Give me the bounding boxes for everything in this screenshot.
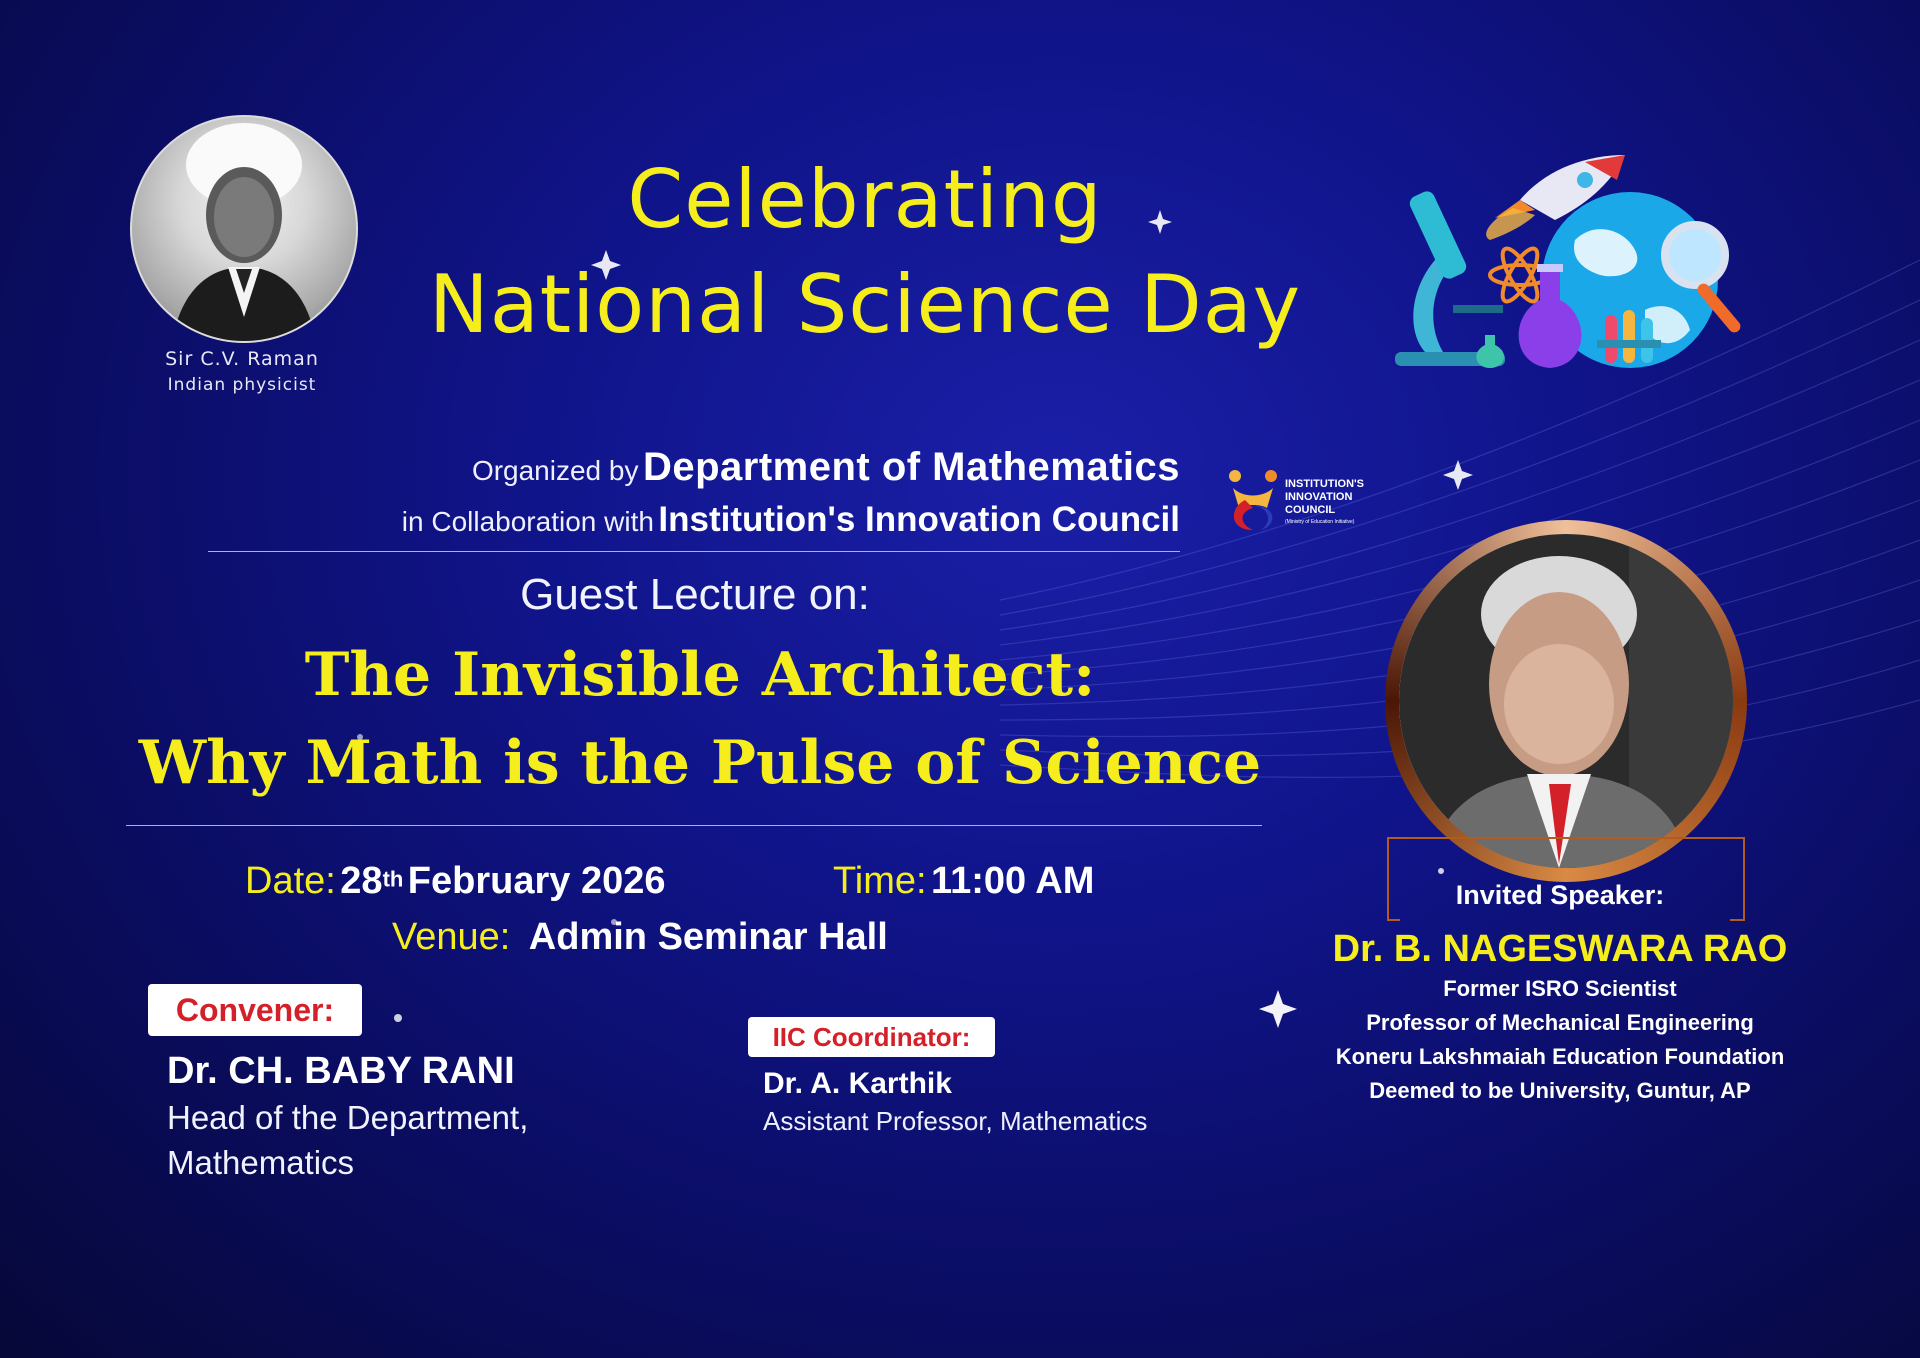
divider-top: [208, 551, 1180, 552]
time-label: Time:: [833, 860, 927, 902]
speaker-portrait: [1385, 520, 1747, 882]
convener-name: Dr. CH. BABY RANI: [167, 1050, 515, 1092]
date-suffix: th: [382, 866, 404, 892]
title-line-1: Celebrating: [627, 153, 1103, 246]
venue-label: Venue:: [392, 916, 511, 958]
iic-emblem-icon: [1225, 468, 1281, 534]
convener-role-line-1: Head of the Department,: [167, 1099, 529, 1136]
title-line-2: National Science Day: [428, 258, 1302, 351]
coordinator-badge: IIC Coordinator:: [748, 1017, 995, 1057]
date-day: 28: [340, 860, 383, 902]
portrait-name: Sir C.V. Raman: [165, 348, 319, 370]
speaker-photo-icon: [1399, 534, 1733, 868]
speaker-name: Dr. B. NAGESWARA RAO: [1332, 928, 1788, 970]
organizer-department: Department of Mathematics: [642, 445, 1180, 489]
divider-bottom: [126, 825, 1262, 826]
speaker-label: Invited Speaker:: [1455, 880, 1665, 910]
time-value: 11:00 AM: [931, 860, 1095, 902]
convener-badge: Convener:: [148, 984, 362, 1036]
date-month-year: February 2026: [407, 860, 666, 902]
raman-portrait: [130, 115, 358, 343]
science-illustration: [1385, 140, 1765, 380]
lecture-topic-line-1: The Invisible Architect:: [304, 640, 1096, 710]
iic-logo-line-4: (Ministry of Education Initiative): [1285, 519, 1355, 525]
iic-logo: [1225, 468, 1385, 534]
venue-value: Admin Seminar Hall: [528, 916, 888, 958]
portrait-role: Indian physicist: [167, 375, 317, 395]
lecture-topic-line-2: Why Math is the Pulse of Science: [138, 728, 1262, 798]
collab-name: Institution's Innovation Council: [658, 500, 1180, 539]
speaker-line-2: Professor of Mechanical Engineering: [1366, 1010, 1754, 1035]
lecture-intro: Guest Lecture on:: [520, 570, 870, 619]
coordinator-role: Assistant Professor, Mathematics: [763, 1106, 1148, 1136]
speaker-line-1: Former ISRO Scientist: [1443, 976, 1677, 1001]
coordinator-name: Dr. A. Karthik: [763, 1067, 952, 1100]
iic-logo-line-1: INSTITUTION'S: [1285, 478, 1365, 490]
date-row: [245, 860, 666, 903]
date-label: Date:: [245, 860, 336, 902]
organizer-prefix: Organized by: [471, 455, 639, 486]
convener-role-line-2: Mathematics: [167, 1144, 355, 1181]
collaboration-line: [190, 500, 1180, 540]
speaker-line-4: Deemed to be University, Guntur, AP: [1369, 1078, 1751, 1103]
collab-prefix: in Collaboration with: [401, 506, 654, 537]
time-row: [833, 860, 1094, 903]
person-portrait-icon: [132, 117, 356, 341]
speaker-line-3: Koneru Lakshmaiah Education Foundation: [1335, 1044, 1785, 1069]
venue-row: [392, 916, 888, 959]
iic-logo-line-2: INNOVATION: [1285, 491, 1353, 503]
organizer-line: [190, 445, 1180, 490]
iic-logo-line-3: COUNCIL: [1285, 504, 1336, 516]
